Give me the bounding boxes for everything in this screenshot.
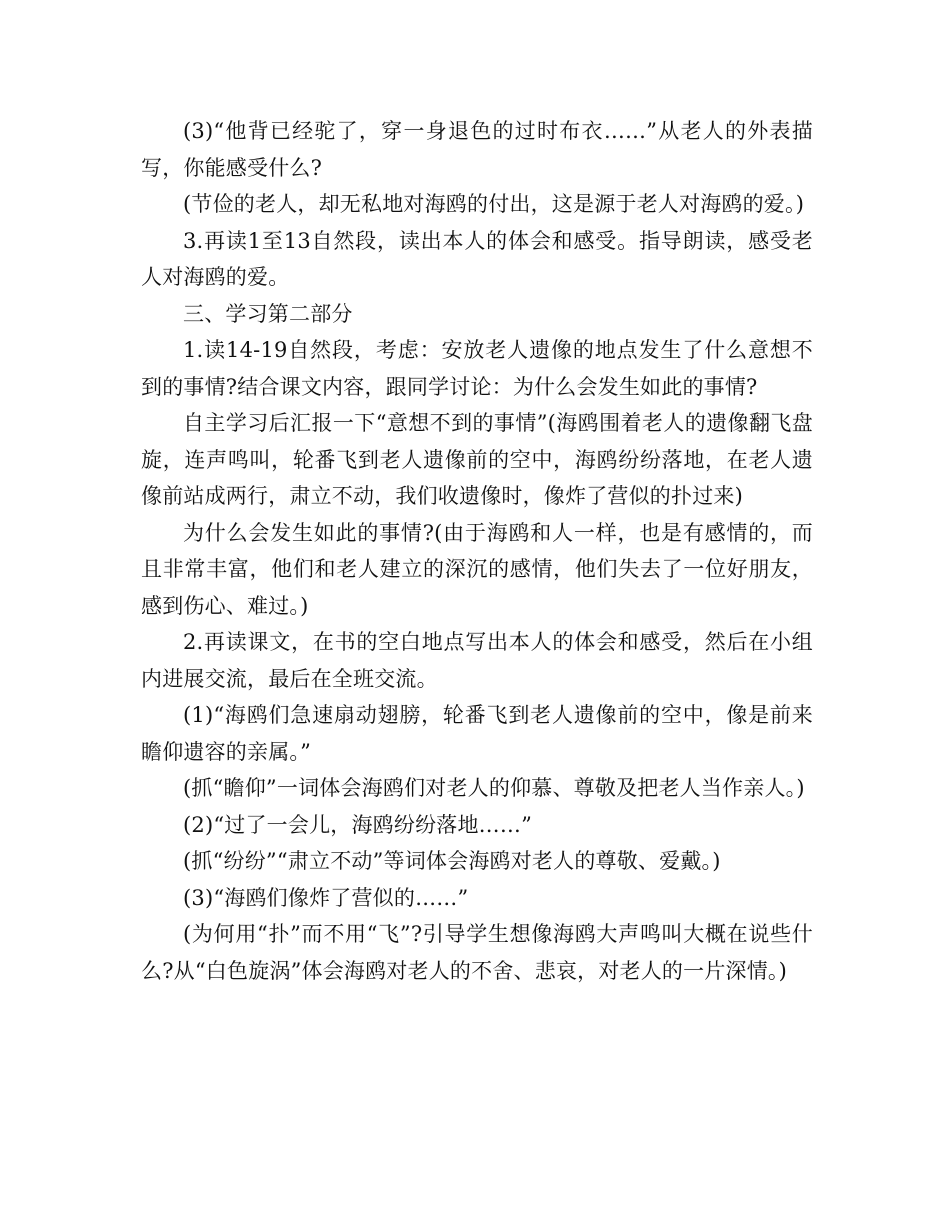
section-heading-part-two: 三、学习第二部分 [183, 301, 353, 326]
paragraph-frugal-answer: (节俭的老人，却无私地对海鸥的付出，这是源于老人对海鸥的爱。) [183, 192, 805, 216]
paragraph-appearance-question: (3)“他背已经驼了，穿一身退色的过时布衣……”从老人的外表描写，你能感受什么? [141, 119, 813, 180]
paragraph-reread-write-feelings: 2.再读课文，在书的空白地点写出本人的体会和感受，然后在小组内进展交流，最后在全班交流。 [141, 630, 813, 691]
paragraph-reread-1-13: 3.再读1至13自然段，读出本人的体会和感受。指导朗读，感受老人对海鸥的爱。 [141, 228, 813, 289]
note-item-1: (抓“瞻仰”一词体会海鸥们对老人的仰慕、尊敬及把老人当作亲人。) [183, 776, 805, 800]
note-item-3: (为何用“扑”而不用“飞”?引导学生想像海鸥大声鸣叫大概在说些什么?从“白色旋涡”体会海鸥对老人的不舍、悲哀，对老人的一片深情。) [141, 922, 813, 983]
quote-item-3: (3)“海鸥们像炸了营似的……” [183, 885, 469, 910]
quote-item-1: (1)“海鸥们急速扇动翅膀，轮番飞到老人遗像前的空中，像是前来瞻仰遗容的亲属。” [141, 703, 813, 764]
note-item-2: (抓“纷纷”“肃立不动”等词体会海鸥对老人的尊敬、爱戴。) [183, 849, 721, 873]
quote-item-2: (2)“过了一会儿，海鸥纷纷落地……” [183, 812, 533, 837]
paragraph-why-it-happened: 为什么会发生如此的事情?(由于海鸥和人一样，也是有感情的，而且非常丰富，他们和老人建立的深沉的感情，他们失去了一位好朋友，感到伤心、难过。) [141, 520, 813, 618]
paragraph-unexpected-events: 自主学习后汇报一下“意想不到的事情”(海鸥围着老人的遗像翻飞盘旋，连声鸣叫，轮番飞到老人遗像前的空中，海鸥纷纷落地，在老人遗像前站成两行，肃立不动，我们收遗像时，像炸了营似的扑过来) [141, 411, 813, 508]
paragraph-read-14-19: 1.读14-19自然段，考虑：安放老人遗像的地点发生了什么意想不到的事情?结合课文内容，跟同学讨论：为什么会发生如此的事情? [141, 338, 813, 399]
document-page [141, 113, 813, 989]
